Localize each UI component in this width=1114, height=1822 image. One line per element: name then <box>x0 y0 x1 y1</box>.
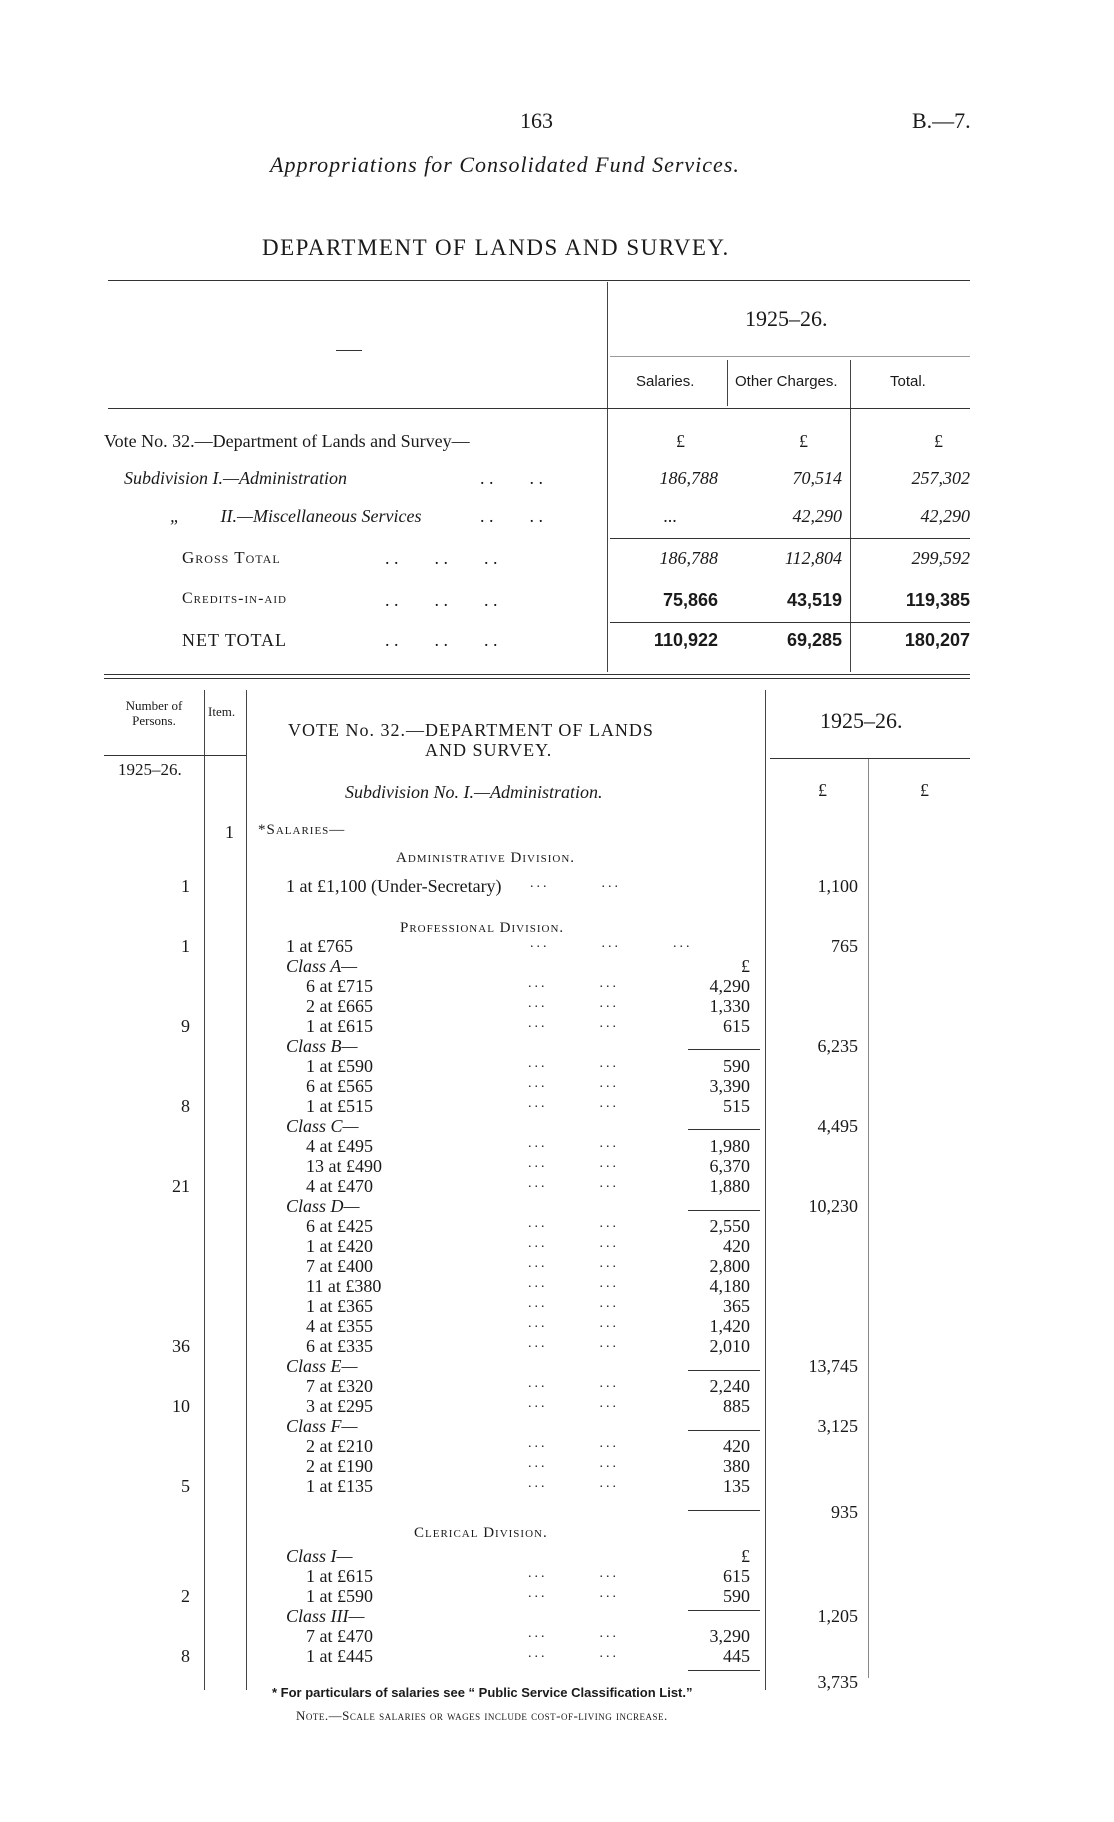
salary-group-subtotal: 10,230 <box>808 1196 858 1216</box>
salary-line-label: 6 at £425 <box>306 1216 373 1236</box>
salary-line-amount: 4,180 <box>709 1276 750 1296</box>
col-total: Total. <box>890 373 926 390</box>
salary-line-label: 13 at £490 <box>306 1156 382 1176</box>
summary-row-other: 112,804 <box>784 548 842 568</box>
persons-count: 1 <box>181 876 190 896</box>
salary-line-label: 6 at £565 <box>306 1076 373 1096</box>
salary-line-amount: 135 <box>723 1476 750 1496</box>
summary-row-label: „ II.—Miscellaneous Services <box>170 506 422 526</box>
salary-group-subtotal: 1,100 <box>817 876 858 896</box>
salary-line-label: 4 at £495 <box>306 1136 373 1156</box>
salary-line-amount: 590 <box>723 1586 750 1606</box>
summary-row-other: 69,285 <box>786 630 842 650</box>
salary-line-label: 1 at £445 <box>306 1646 373 1666</box>
salary-line-label: 1 at £365 <box>306 1296 373 1316</box>
salary-line-amount: 3,290 <box>709 1626 750 1646</box>
salary-line-label: 7 at £320 <box>306 1376 373 1396</box>
salary-line-label: Class C— <box>286 1116 359 1136</box>
salary-line-amount: 420 <box>723 1236 750 1256</box>
pound-sign-col2: £ <box>920 780 929 800</box>
summary-row-label: Vote No. 32.—Department of Lands and Survey— <box>104 431 470 451</box>
salary-group-subtotal: 3,125 <box>817 1416 858 1436</box>
summary-row-salaries: 186,788 <box>659 468 718 488</box>
col-number-label: Number of Persons. <box>125 698 183 728</box>
administrative-division-heading: Administrative Division. <box>396 850 576 866</box>
salary-line-label: 1 at £765 <box>286 936 353 956</box>
document-reference: B.—7. <box>912 108 971 133</box>
summary-row-dots: . . . . <box>480 506 543 526</box>
summary-row-other: 70,514 <box>792 468 842 488</box>
leader-dots: ... ... <box>528 1316 619 1331</box>
salary-line-label: 1 at £420 <box>306 1236 373 1256</box>
leader-dots: ... ... ... <box>530 936 693 951</box>
salary-group-subtotal: 4,495 <box>817 1116 858 1136</box>
leader-dots: ... ... <box>528 996 619 1011</box>
summary-row-dots: . . . . . . <box>385 548 498 568</box>
leader-dots: ... ... <box>528 1176 619 1191</box>
salaries-heading: *Salaries— <box>258 822 346 838</box>
leader-dots: ... ... <box>528 1156 619 1171</box>
leader-dots: ... ... <box>528 1376 619 1391</box>
leader-dots: ... ... <box>528 1336 619 1351</box>
col-salaries: Salaries. <box>636 373 695 390</box>
salary-group-subtotal: 765 <box>831 936 858 956</box>
summary-row-salaries: £ <box>676 431 685 451</box>
summary-row-total: 257,302 <box>911 468 970 488</box>
leader-dots: ... ... <box>528 1396 619 1411</box>
summary-row-dots: . . . . <box>480 468 543 488</box>
salary-line-label: 6 at £715 <box>306 976 373 996</box>
clerical-division-heading: Clerical Division. <box>414 1525 548 1541</box>
note: Note.—Scale salaries or wages include cost-of-living increase. <box>296 1708 668 1723</box>
salary-line-amount: 6,370 <box>709 1156 750 1176</box>
col-number-of-persons <box>104 698 204 728</box>
vote-title-line1: VOTE No. 32.—DEPARTMENT OF LANDS <box>288 720 654 740</box>
detail-year: 1925–26. <box>820 708 903 733</box>
leader-dots: ... ... <box>528 1436 619 1451</box>
leader-dots: ... ... <box>528 1216 619 1231</box>
salary-line-amount: 420 <box>723 1436 750 1456</box>
salary-line-amount: 3,390 <box>709 1076 750 1096</box>
leader-dots: ... ... <box>528 1566 619 1581</box>
summary-row-dots: . . . . . . <box>385 630 498 650</box>
leader-dots: ... ... <box>528 1476 619 1491</box>
salary-line-amount: 590 <box>723 1056 750 1076</box>
salary-line-amount: 615 <box>723 1566 750 1586</box>
salary-line-label: Class D— <box>286 1196 360 1216</box>
salary-line-label: Class A— <box>286 956 358 976</box>
salary-line-label: 1 at £615 <box>306 1016 373 1036</box>
salary-line-amount: £ <box>741 956 750 976</box>
leader-dots: ... ... <box>530 876 621 891</box>
leader-dots: ... ... <box>528 1136 619 1151</box>
summary-row-salaries: 186,788 <box>659 548 718 568</box>
page-title: DEPARTMENT OF LANDS AND SURVEY. <box>262 235 730 260</box>
salary-line-label: Class E— <box>286 1356 358 1376</box>
page-number: 163 <box>520 108 553 133</box>
salary-line-amount: 4,290 <box>709 976 750 996</box>
salary-line-label: 2 at £665 <box>306 996 373 1016</box>
summary-row-total: 119,385 <box>905 590 970 610</box>
summary-row-total: £ <box>934 431 943 451</box>
leader-dots: ... ... <box>528 1296 619 1311</box>
leader-dots: ... ... <box>528 1076 619 1091</box>
salary-line-label: 7 at £470 <box>306 1626 373 1646</box>
salary-line-amount: 2,550 <box>709 1216 750 1236</box>
leader-dots: ... ... <box>528 1626 619 1641</box>
summary-row-total: 299,592 <box>911 548 970 568</box>
summary-row-other: £ <box>799 431 808 451</box>
persons-count: 5 <box>181 1476 190 1496</box>
persons-count: 2 <box>181 1586 190 1606</box>
salary-line-label: Class B— <box>286 1036 358 1056</box>
vote-title-line2: AND SURVEY. <box>425 740 553 760</box>
salary-line-amount: 515 <box>723 1096 750 1116</box>
salary-line-label: 2 at £190 <box>306 1456 373 1476</box>
salary-line-amount: 365 <box>723 1296 750 1316</box>
leader-dots: ... ... <box>528 1276 619 1291</box>
subdivision-heading: Subdivision No. I.—Administration. <box>345 782 603 802</box>
salary-group-subtotal: 935 <box>831 1502 858 1522</box>
leader-dots: ... ... <box>528 1096 619 1111</box>
salary-line-amount: 1,330 <box>709 996 750 1016</box>
salary-line-label: 1 at £515 <box>306 1096 373 1116</box>
salary-line-label: 4 at £355 <box>306 1316 373 1336</box>
footnote: * For particulars of salaries see “ Public Service Classification List.” <box>272 1685 693 1700</box>
salary-line-amount: 2,240 <box>709 1376 750 1396</box>
persons-count: 8 <box>181 1096 190 1116</box>
summary-row-salaries: ... <box>663 506 677 526</box>
summary-dash <box>336 350 362 351</box>
salary-group-subtotal: 6,235 <box>817 1036 858 1056</box>
summary-row-other: 42,290 <box>792 506 842 526</box>
leader-dots: ... ... <box>528 1016 619 1031</box>
salary-line-label: 2 at £210 <box>306 1436 373 1456</box>
summary-row-salaries: 110,922 <box>653 630 718 650</box>
leader-dots: ... ... <box>528 976 619 991</box>
salary-line-amount: 615 <box>723 1016 750 1036</box>
salary-line-label: Class I— <box>286 1546 353 1566</box>
salary-line-label: 1 at £615 <box>306 1566 373 1586</box>
col-item: Item. <box>208 704 236 719</box>
leader-dots: ... ... <box>528 1256 619 1271</box>
persons-count: 8 <box>181 1646 190 1666</box>
salary-line-amount: 1,880 <box>709 1176 750 1196</box>
salary-line-label: 1 at £135 <box>306 1476 373 1496</box>
summary-row-total: 42,290 <box>920 506 970 526</box>
salary-line-label: 7 at £400 <box>306 1256 373 1276</box>
salary-line-label: Class III— <box>286 1606 365 1626</box>
summary-year: 1925–26. <box>745 306 828 331</box>
pound-sign-col1: £ <box>818 780 827 800</box>
leader-dots: ... ... <box>528 1456 619 1471</box>
salary-line-amount: 1,420 <box>709 1316 750 1336</box>
salary-line-amount: 2,800 <box>709 1256 750 1276</box>
salary-line-label: 1 at £590 <box>306 1586 373 1606</box>
leader-dots: ... ... <box>528 1646 619 1661</box>
salary-line-amount: 2,010 <box>709 1336 750 1356</box>
salary-line-label: 1 at £590 <box>306 1056 373 1076</box>
item-number: 1 <box>225 822 234 842</box>
salary-line-amount: 885 <box>723 1396 750 1416</box>
salary-group-subtotal: 1,205 <box>817 1606 858 1626</box>
summary-row-label: NET TOTAL <box>182 630 288 650</box>
page-subtitle: Appropriations for Consolidated Fund Services. <box>270 152 740 177</box>
col-number-year: 1925–26. <box>118 760 182 779</box>
salary-line-label: 1 at £1,100 (Under-Secretary) <box>286 876 502 896</box>
salary-line-amount: 1,980 <box>709 1136 750 1156</box>
leader-dots: ... ... <box>528 1056 619 1071</box>
salary-line-label: 6 at £335 <box>306 1336 373 1356</box>
leader-dots: ... ... <box>528 1586 619 1601</box>
salary-line-amount: £ <box>741 1546 750 1566</box>
persons-count: 10 <box>172 1396 190 1416</box>
persons-count: 9 <box>181 1016 190 1036</box>
persons-count: 36 <box>172 1336 190 1356</box>
summary-row-total: 180,207 <box>904 630 970 650</box>
summary-row-label: Credits-in-aid <box>182 590 287 607</box>
professional-division-heading: Professional Division. <box>400 920 565 936</box>
salary-line-amount: 445 <box>723 1646 750 1666</box>
persons-count: 1 <box>181 936 190 956</box>
salary-line-label: 11 at £380 <box>306 1276 382 1296</box>
col-other-charges: Other Charges. <box>735 373 838 390</box>
summary-row-label: Gross Total <box>182 548 281 567</box>
summary-row-dots: . . . . . . <box>385 590 498 610</box>
summary-row-label: Subdivision I.—Administration <box>124 468 348 488</box>
salary-line-label: Class F— <box>286 1416 358 1436</box>
salary-line-label: 3 at £295 <box>306 1396 373 1416</box>
persons-count: 21 <box>172 1176 190 1196</box>
salary-line-label: 4 at £470 <box>306 1176 373 1196</box>
summary-row-salaries: 75,866 <box>662 590 718 610</box>
summary-row-other: 43,519 <box>786 590 842 610</box>
leader-dots: ... ... <box>528 1236 619 1251</box>
salary-group-subtotal: 3,735 <box>817 1672 858 1692</box>
salary-group-subtotal: 13,745 <box>808 1356 858 1376</box>
salary-line-amount: 380 <box>723 1456 750 1476</box>
